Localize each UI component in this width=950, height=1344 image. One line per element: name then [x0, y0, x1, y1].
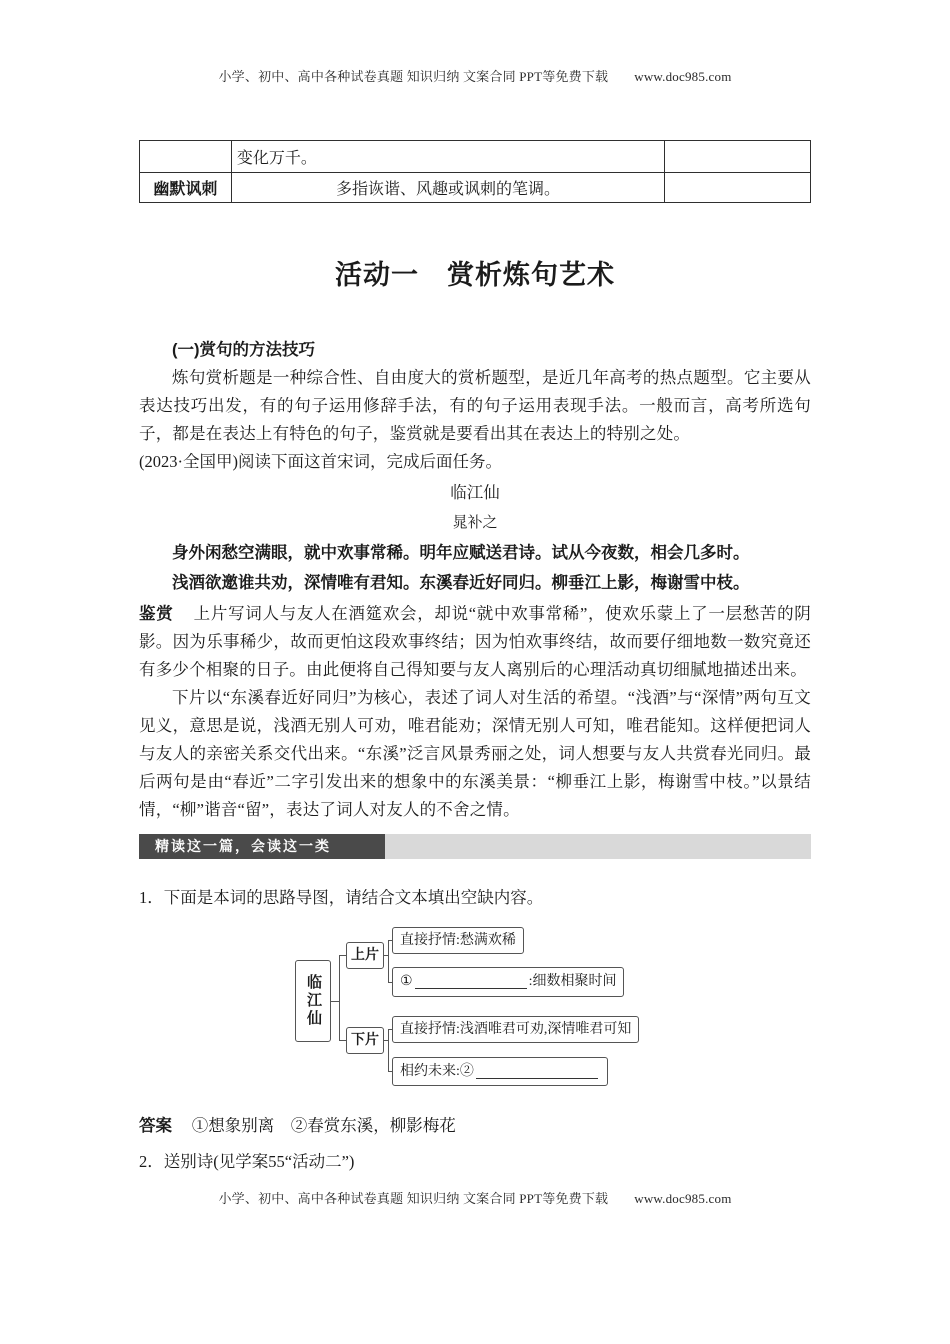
table-cell-extra [665, 173, 811, 203]
connector-line [339, 1040, 346, 1041]
blank-1-suffix: :细数相聚时间 [528, 974, 617, 989]
connector-line [331, 1001, 339, 1002]
appreciation-paragraph-1 [139, 600, 811, 684]
table-row [140, 141, 811, 173]
answer-label: 答案 [139, 1117, 172, 1135]
connector-line [339, 955, 346, 956]
mind-map-item-blank-2 [392, 1057, 608, 1086]
footer-text: 小学、初中、高中各种试卷真题 知识归纳 文案合同 PPT等免费下载 [218, 1191, 609, 1206]
intro-paragraph: 炼句赏析题是一种综合性、自由度大的赏析题型，是近几年高考的热点题型。它主要从表达技巧出发，有的句子运用修辞手法，有的句子运用表现手法。一般而言，高考所选句子，都是在表达上有特色的句子，鉴赏就是要看出其在表达上的特别之处。 [139, 368, 811, 443]
mind-map-branch-lower: 下片 [346, 1027, 384, 1054]
banner-label: 精读这一篇，会读这一类 [139, 834, 385, 859]
poem-line-2: 浅酒欲邀谁共劝，深情唯有君知。东溪春近好同归。柳垂江上影，梅谢雪中枝。 [172, 573, 750, 592]
page-title: 活动一 赏析炼句艺术 [335, 260, 615, 290]
blank-2-prefix: 相约未来:② [400, 1063, 474, 1079]
question-1: 1．下面是本词的思路导图，请结合文本填出空缺内容。 [139, 888, 544, 907]
table-cell-term [140, 141, 232, 173]
blank-1-prefix: ① [400, 974, 413, 989]
summary-table [139, 140, 811, 203]
mind-map [139, 927, 811, 1097]
mind-map-item-blank-1 [392, 967, 624, 997]
page-footer [0, 1188, 950, 1207]
mind-map-item-direct-lyric-lower: 直接抒情:浅酒唯君可劝,深情唯君可知 [392, 1016, 639, 1043]
reading-banner [139, 834, 811, 859]
connector-line [388, 940, 389, 983]
connector-line [339, 955, 340, 1041]
footer-url: www.doc985.com [634, 1191, 732, 1206]
question-2: 2．送别诗(见学案55“活动二”) [139, 1152, 355, 1171]
blank-line-1 [415, 975, 527, 989]
appreciation-label: 鉴赏 [139, 605, 174, 623]
blank-line-2 [476, 1065, 598, 1079]
table-cell-definition: 多指诙谐、风趣或讽刺的笔调。 [231, 173, 664, 203]
table-cell-definition: 变化万千。 [231, 141, 664, 173]
poem-line-1: 身外闲愁空满眼，就中欢事常稀。明年应赋送君诗。试从今夜数，相会几多时。 [172, 543, 750, 562]
answer-text: ①想象别离 ②春赏东溪，柳影梅花 [191, 1116, 456, 1135]
mind-map-root: 临江仙 [295, 960, 331, 1042]
page-content [139, 140, 811, 1177]
page-header [0, 66, 950, 85]
poem-author: 晁补之 [452, 515, 498, 531]
section-heading: (一)赏句的方法技巧 [172, 341, 315, 359]
header-url: www.doc985.com [634, 69, 732, 84]
exam-source-line: (2023·全国甲)阅读下面这首宋词，完成后面任务。 [139, 452, 502, 471]
poem-title: 临江仙 [450, 483, 500, 502]
mind-map-item-direct-lyric-upper: 直接抒情:愁满欢稀 [392, 927, 524, 954]
header-text: 小学、初中、高中各种试卷真题 知识归纳 文案合同 PPT等免费下载 [218, 69, 609, 84]
appreciation-text-1: 上片写词人与友人在酒筵欢会，却说“就中欢事常稀”，使欢乐蒙上了一层愁苦的阴影。因为乐事稀少，故而更怕这段欢事终结；因为怕欢事终结，故而要仔细地数一数究竟还有多少个相聚的日子。由此便将自己得知要与友人离别后的心理活动真切细腻地描述出来。 [139, 604, 811, 679]
answer-line [139, 1111, 811, 1141]
connector-line [388, 1029, 389, 1072]
table-cell-term: 幽默讽刺 [140, 173, 232, 203]
mind-map-branch-upper: 上片 [346, 942, 384, 969]
appreciation-paragraph-2: 下片以“东溪春近好同归”为核心，表述了词人对生活的希望。“浅酒”与“深情”两句互文见义，意思是说，浅酒无别人可劝，唯君能劝；深情无别人可知，唯君能知。这样便把词人与友人的亲密关系交代出来。“东溪”泛言风景秀丽之处，词人想要与友人共赏春光同归。最后两句是由“春近”二字引发出来的想象中的东溪美景：“柳垂江上影，梅谢雪中枝。”以景结情，“柳”谐音“留”，表达了词人对友人的不舍之情。 [139, 688, 811, 819]
table-row [140, 173, 811, 203]
table-cell-extra [665, 141, 811, 173]
